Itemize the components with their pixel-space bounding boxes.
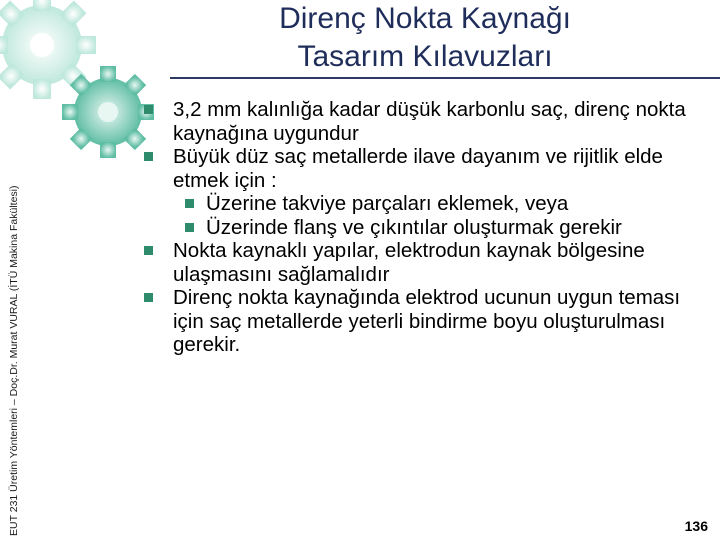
slide-title: [130, 0, 720, 76]
title-line-2: Tasarım Kılavuzları: [297, 40, 553, 73]
gear-icon-small: [62, 66, 154, 158]
bullet-list: [144, 98, 712, 357]
square-bullet-icon: [144, 293, 153, 302]
bullet-text: Üzerinde flanş ve çıkıntılar oluşturmak gerekir: [206, 215, 622, 239]
title-divider: [170, 77, 720, 79]
sub-bullet-item: [144, 216, 712, 240]
bullet-item: [144, 239, 712, 286]
bullet-text: Nokta kaynaklı yapılar, elektrodun kaynak bölgesine ulaşmasını sağlamalıdır: [173, 239, 645, 286]
bullet-text: Büyük düz saç metallerde ilave dayanım ve rijitlik elde etmek için :: [173, 145, 663, 192]
bullet-text: Direnç nokta kaynağında elektrod ucunun uygun teması için saç metallerde yeterli bindirme boyu oluşturulması gerekir.: [173, 286, 681, 356]
page-number: 136: [684, 518, 708, 534]
title-line-1: Direnç Nokta Kaynağı: [279, 2, 571, 35]
bullet-text: Üzerine takviye parçaları eklemek, veya: [206, 192, 569, 215]
square-bullet-icon: [185, 223, 194, 232]
bullet-text: 3,2 mm kalınlığa kadar düşük karbonlu saç, direnç nokta kaynağına uygundur: [173, 98, 686, 145]
side-caption: EUT 231 Üretim Yöntemleri – Doç.Dr. Murat VURAL (İTÜ Makina Fakültesi): [8, 185, 20, 536]
bullet-item: [144, 145, 712, 192]
bullet-item: [144, 286, 712, 357]
sub-bullet-item: [144, 192, 712, 216]
square-bullet-icon: [144, 105, 153, 114]
square-bullet-icon: [144, 246, 153, 255]
square-bullet-icon: [144, 152, 153, 161]
square-bullet-icon: [185, 199, 194, 208]
bullet-item: [144, 98, 712, 145]
